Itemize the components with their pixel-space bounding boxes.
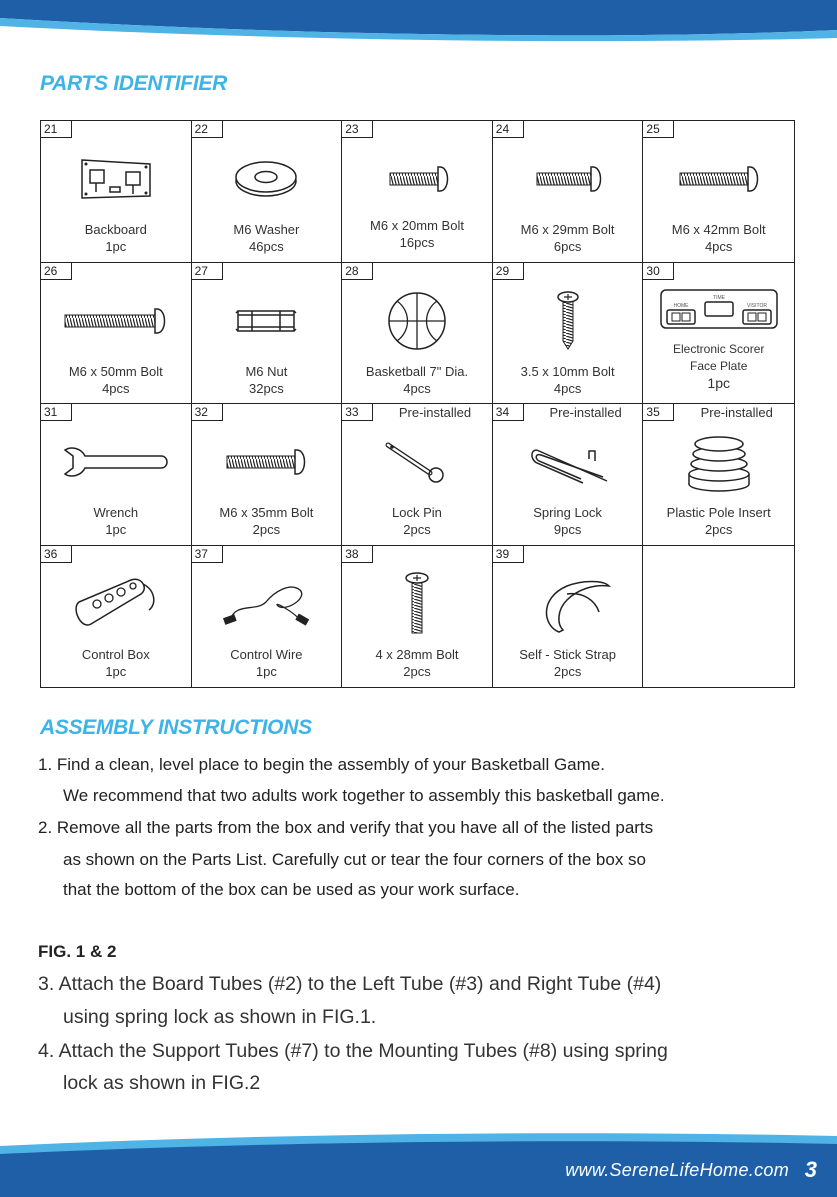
part-cell (192, 263, 343, 405)
pre-installed-note: Pre-installed (700, 405, 773, 420)
part-qty: 2pcs (403, 522, 431, 537)
part-number: 29 (493, 263, 524, 280)
part-cell (192, 404, 343, 546)
part-qty: 2pcs (704, 522, 733, 537)
part-qty: 2pcs (553, 663, 582, 679)
part-number: 38 (342, 546, 373, 563)
basketball-icon (385, 289, 449, 353)
scorer-plate-icon (659, 288, 779, 330)
part-number: 25 (643, 121, 674, 138)
plate-label-time: TIME (712, 294, 725, 301)
screw-icon (556, 291, 580, 351)
lock-pin-icon (382, 437, 452, 487)
part-number: 27 (192, 263, 223, 280)
screw-icon (404, 572, 430, 636)
part-cell (643, 404, 794, 546)
part-number: 36 (41, 546, 72, 563)
part-cell (41, 263, 192, 405)
part-cell (342, 546, 493, 688)
bolt-icon (531, 164, 605, 194)
part-cell (192, 121, 343, 263)
part-name: 4 x 28mm Bolt (375, 646, 459, 662)
part-name: Control Box (81, 646, 150, 662)
part-cell (41, 546, 192, 688)
part-number: 33 (342, 404, 373, 421)
part-name: M6 x 29mm Bolt (520, 222, 615, 237)
part-qty: 1pc (105, 522, 127, 537)
part-qty: 16pcs (399, 235, 435, 250)
part-cell (192, 546, 343, 688)
part-number: 21 (41, 121, 72, 138)
part-name: Wrench (93, 505, 139, 520)
part-qty: 2pcs (403, 663, 431, 679)
part-number: 37 (192, 546, 223, 563)
part-number: 26 (41, 263, 72, 280)
instruction-line: 2. Remove all the parts from the box and verify that you have all of the listed parts (38, 818, 654, 837)
part-qty: 4pcs (704, 239, 733, 254)
part-number: 30 (643, 263, 674, 280)
plate-label-visitor: VISITOR (746, 302, 767, 309)
instruction-line: as shown on the Parts List. Carefully cut or tear the four corners of the box so (63, 850, 647, 869)
part-name: Plastic Pole Insert (666, 505, 771, 520)
instruction-line: that the bottom of the box can be used as your work surface. (63, 880, 520, 899)
part-name: M6 x 20mm Bolt (370, 218, 464, 233)
strap-icon (523, 572, 613, 636)
part-name: Backboard (84, 222, 147, 237)
washer-icon (231, 157, 301, 201)
step-line: 4. Attach the Support Tubes (#7) to the Mounting Tubes (#8) using spring (38, 1040, 668, 1062)
part-number: 35 (643, 404, 674, 421)
parts-grid (40, 120, 795, 688)
part-qty: 46pcs (249, 239, 284, 254)
footer-url[interactable]: www.SereneLifeHome.com (565, 1160, 789, 1180)
part-number: 31 (41, 404, 72, 421)
part-name: M6 Washer (233, 222, 300, 237)
part-name: Control Wire (230, 646, 303, 662)
part-number: 28 (342, 263, 373, 280)
nut-icon (234, 303, 298, 339)
bolt-icon (676, 164, 762, 194)
spring-lock-icon (523, 437, 613, 487)
instruction-line: 1. Find a clean, level place to begin the assembly of your Basketball Game. (38, 755, 605, 774)
part-qty: 1pc (707, 374, 730, 391)
control-wire-icon (216, 572, 316, 636)
part-name: Electronic Scorer (673, 341, 765, 356)
pre-installed-note: Pre-installed (398, 405, 472, 420)
part-name: Self - Stick Strap (519, 646, 616, 662)
part-qty: 1pc (105, 663, 127, 679)
part-cell (493, 546, 644, 688)
part-cell (342, 263, 493, 405)
part-number: 24 (493, 121, 524, 138)
part-name: Lock Pin (392, 505, 442, 520)
bolt-icon (382, 164, 452, 194)
part-name-line2: Face Plate (690, 358, 748, 373)
part-qty: 1pc (255, 663, 277, 679)
empty-cell (643, 546, 794, 688)
part-cell (493, 404, 644, 546)
part-name: M6 x 35mm Bolt (219, 505, 314, 520)
pole-insert-icon (682, 430, 756, 494)
bolt-icon (61, 306, 171, 336)
part-number: 39 (493, 546, 524, 563)
part-name: M6 x 50mm Bolt (68, 363, 163, 379)
instruction-line: We recommend that two adults work together to assembly this basketball game. (63, 786, 665, 805)
part-qty: 6pcs (553, 239, 582, 254)
part-cell (342, 121, 493, 263)
part-name: M6 x 42mm Bolt (671, 222, 766, 237)
plate-label-home: HOME (673, 302, 689, 309)
part-name: M6 Nut (245, 363, 288, 379)
assembly-instructions-title: ASSEMBLY INSTRUCTIONS (40, 716, 312, 739)
part-qty: 4pcs (102, 380, 130, 396)
bolt-icon (223, 447, 309, 477)
part-qty: 2pcs (252, 522, 281, 537)
part-cell (493, 263, 644, 405)
top-decorative-band (0, 0, 837, 50)
part-number: 34 (493, 404, 524, 421)
pre-installed-note: Pre-installed (549, 405, 622, 420)
page-number: 3 (804, 1157, 817, 1182)
backboard-icon (76, 154, 156, 204)
fig-title: FIG. 1 & 2 (38, 942, 117, 961)
control-box-icon (71, 574, 161, 634)
part-qty: 32pcs (249, 380, 284, 396)
part-cell (342, 404, 493, 546)
part-cell (41, 404, 192, 546)
part-cell (41, 121, 192, 263)
part-name: Basketball 7" Dia. (365, 363, 469, 379)
part-name: 3.5 x 10mm Bolt (520, 363, 615, 379)
part-cell (493, 121, 644, 263)
part-qty: 1pc (105, 239, 127, 254)
part-name: Spring Lock (533, 505, 602, 520)
part-qty: 4pcs (403, 380, 431, 396)
part-qty: 4pcs (553, 380, 582, 396)
wrench-icon (61, 444, 171, 480)
step-line: 3. Attach the Board Tubes (#2) to the Left Tube (#3) and Right Tube (#4) (38, 973, 662, 995)
part-number: 23 (342, 121, 373, 138)
step-line: lock as shown in FIG.2 (63, 1072, 261, 1094)
part-qty: 9pcs (553, 522, 582, 537)
part-number: 32 (192, 404, 223, 421)
parts-identifier-title: PARTS IDENTIFIER (40, 72, 227, 95)
part-cell (643, 121, 794, 263)
part-cell (643, 263, 794, 405)
part-number: 22 (192, 121, 223, 138)
step-line: using spring lock as shown in FIG.1. (63, 1006, 377, 1028)
